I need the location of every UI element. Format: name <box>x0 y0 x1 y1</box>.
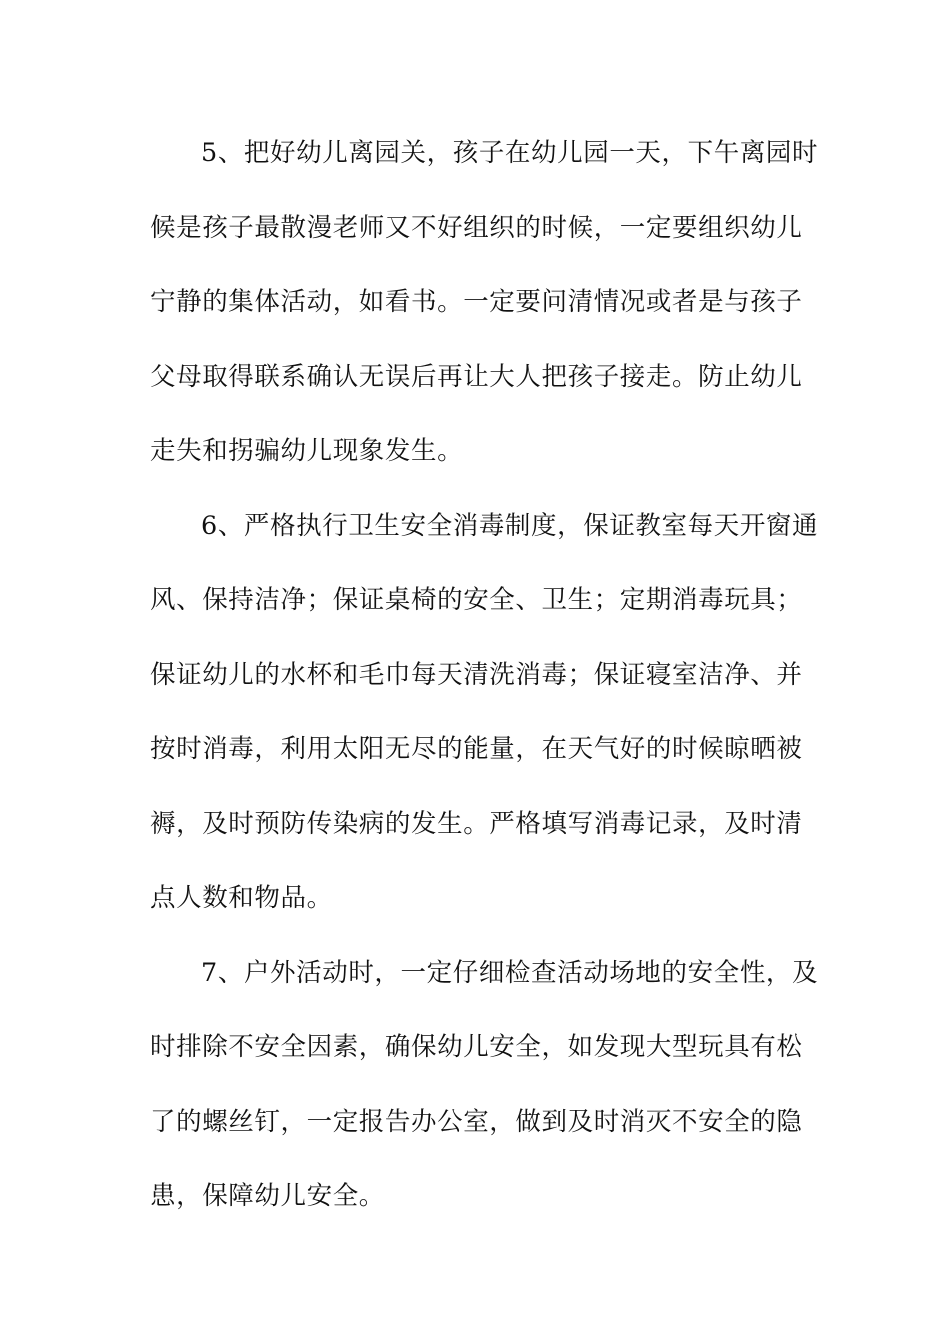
text-line: 褥，及时预防传染病的发生。严格填写消毒记录，及时清 <box>150 808 803 839</box>
paragraph-7 <box>150 947 819 1245</box>
text-line: 按时消毒，利用太阳无尽的能量，在天气好的时候晾晒被 <box>150 734 803 764</box>
paragraph-5 <box>150 127 819 500</box>
text-line: 宁静的集体活动，如看书。一定要问清情况或者是与孩子 <box>150 287 803 317</box>
text-line: 风、保持洁净；保证桌椅的安全、卫生；定期消毒玩具； <box>150 585 803 615</box>
document-body <box>150 127 819 1245</box>
text-line: 父母取得联系确认无误后再让大人把孩子接走。防止幼儿 <box>150 361 803 392</box>
text-line: 患，保障幼儿安全。 <box>150 1181 385 1211</box>
text-line: 7、户外活动时，一定仔细检查活动场地的安全性，及 <box>201 957 819 988</box>
paragraph-6 <box>150 500 819 947</box>
text-line: 5、把好幼儿离园关，孩子在幼儿园一天，下午离园时 <box>201 138 819 168</box>
text-line: 保证幼儿的水杯和毛巾每天清洗消毒；保证寝室洁净、并 <box>150 659 803 690</box>
text-line: 走失和拐骗幼儿现象发生。 <box>150 436 464 466</box>
text-line: 时排除不安全因素，确保幼儿安全，如发现大型玩具有松 <box>150 1032 803 1062</box>
text-line: 点人数和物品。 <box>150 883 333 913</box>
text-line: 6、严格执行卫生安全消毒制度，保证教室每天开窗通 <box>201 510 819 541</box>
text-line: 了的螺丝钉，一定报告办公室，做到及时消灭不安全的隐 <box>150 1106 803 1137</box>
text-line: 候是孩子最散漫老师又不好组织的时候，一定要组织幼儿 <box>150 212 803 243</box>
